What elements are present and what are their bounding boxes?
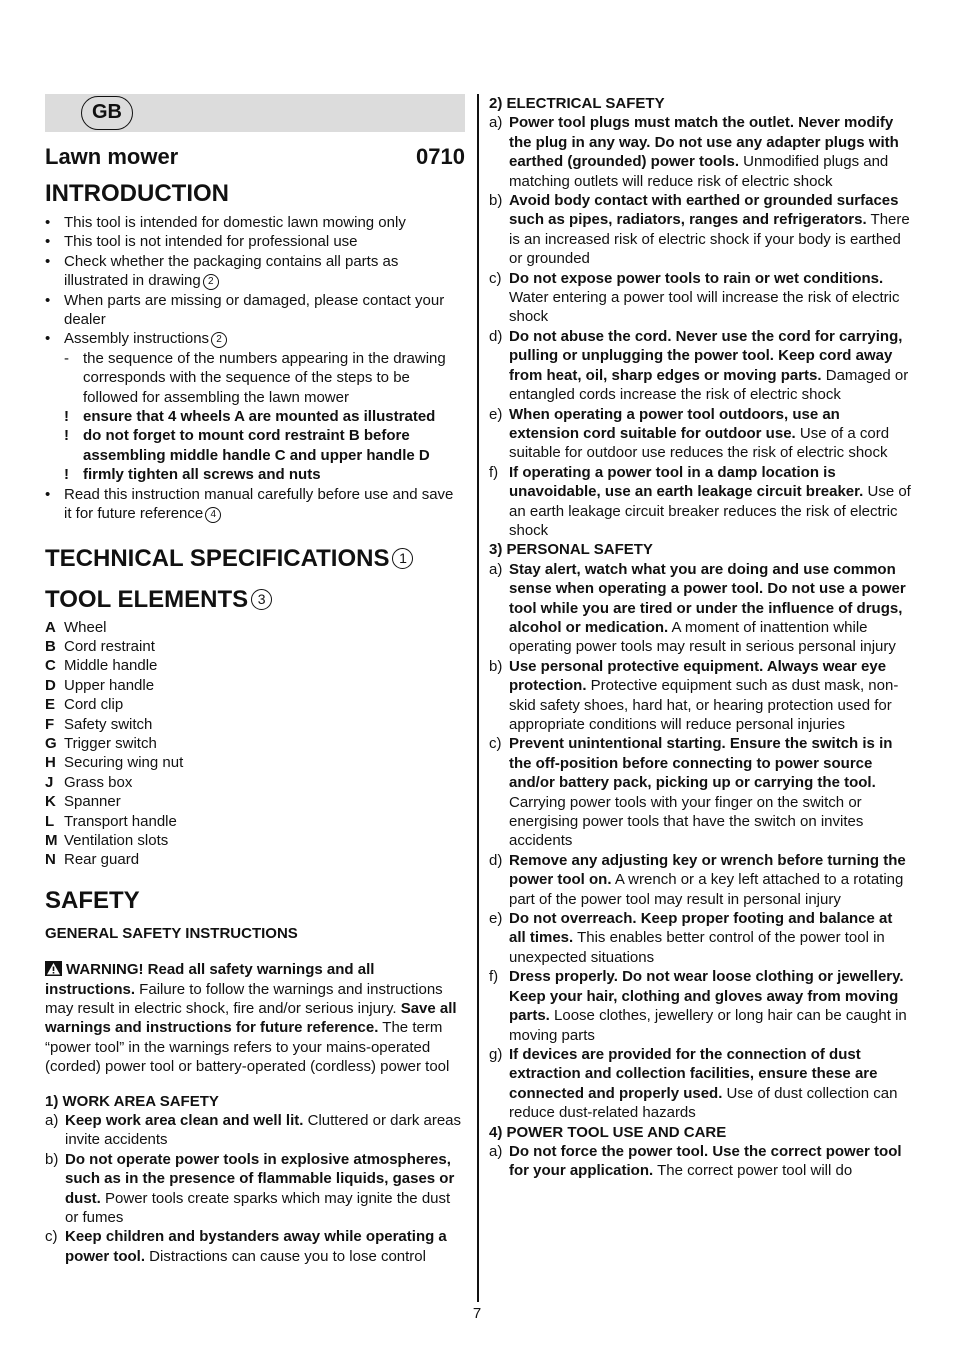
tool-elements-heading: TOOL ELEMENTS 3 [45,587,465,613]
drawing-ref: 1 [392,548,413,569]
list-item: G Trigger switch [45,734,157,752]
list-item: a) Stay alert, watch what you are doing and use common sense when operating a power tool. Do not use a power tool while you are tired or under the influence of drugs, alcohol or medication. A moment of inattention while operating power tools may result in serious personal injury [489,560,906,656]
list-item: d) Do not abuse the cord. Never use the cord for carrying, pulling or unplugging the power tool. Keep cord away from heat, oil, sharp edges or moving parts. Damaged or entangled cords increase the risk of electric shock [489,327,909,404]
safety-heading: SAFETY [45,886,140,914]
excl-item: ! ensure that 4 wheels A are mounted as illustrated [64,408,436,426]
list-item: • This tool is intended for domestic lawn mowing only [45,213,465,232]
list-item: E Cord clip [45,696,124,714]
list-item: b) Use personal protective equipment. Always wear eye protection. Protective equipment such as dust mask, non-skid safety shoes, hard hat, or hearing protection used for appropriate conditions will reduce personal injuries [489,657,899,733]
list-item: c) Do not expose power tools to rain or wet conditions. Water entering a power tool will increase the risk of electric shock [489,269,900,326]
list-item: b) Avoid body contact with earthed or grounded surfaces such as pipes, radiators, ranges and refrigerators. There is an increased risk of electric shock if your body is earthed or grounded [489,192,910,268]
list-item: C Middle handle [45,657,158,675]
left-column [45,94,465,1266]
list-item: • Read this instruction manual carefully before use and save it for future reference 4 [45,485,465,524]
right-column [489,94,911,1181]
warning-paragraph: WARNING! Read all safety warnings and all instructions. Failure to follow the warnings and instructions may result in electric shock, fire and/or serious injury. Save all warnings and instructions for future reference. The term “power tool” in the warnings refers to your mains-operated (corded) power tool or battery-operated (cordless) power tool [45,961,457,1076]
list-item: g) If devices are provided for the connection of dust extraction and collection facilities, ensure these are connected and properly used. Use of dust collection can reduce dust-related hazards [489,1045,898,1122]
drawing-ref: 2 [203,274,219,290]
excl-item: ! firmly tighten all screws and nuts [64,466,321,484]
language-badge: GB [81,96,133,130]
intro-list [45,213,465,349]
list-item: B Cord restraint [45,637,155,655]
title-row [45,145,465,169]
list-item: b) Do not operate power tools in explosive atmospheres, such as in the presence of flammable liquids, gases or dust. Power tools create sparks which may ignite the dust or fumes [45,1150,455,1227]
list-item: L Transport handle [45,812,177,830]
list-item: e) Do not overreach. Keep proper footing and balance at all times. This enables better control of the power tool in unexpected situations [489,910,893,966]
sub-item: - the sequence of the numbers appearing in the drawing corresponds with the sequence of the steps to be followed for assembling the lawn mower [64,349,446,406]
list-item: J Grass box [45,773,133,791]
list-item: c) Prevent unintentional starting. Ensure the switch is in the off-position before connecting to power source and/or battery pack, picking up or carrying the tool. Carrying power tools with your finger on the switch or energising power tools that have the switch on invites accidents [489,735,893,850]
list-item: • When parts are missing or damaged, please contact your dealer [45,291,465,330]
column-divider [477,94,479,1302]
list-item: H Securing wing nut [45,754,184,772]
section-title: 1) WORK AREA SAFETY [45,1092,219,1110]
list-item: • This tool is not intended for professional use [45,232,465,251]
list-item: M Ventilation slots [45,831,169,849]
model-number: 0710 [416,144,465,169]
page-number: 7 [472,1305,482,1322]
section-title: 4) POWER TOOL USE AND CARE [489,1123,727,1141]
intro-list-end [45,485,465,524]
list-item: a) Keep work area clean and well lit. Cluttered or dark areas invite accidents [45,1112,462,1149]
list-item: f) Dress properly. Do not wear loose clothing or jewellery. Keep your hair, clothing and gloves away from moving parts. Loose clothes, jewellery or long hair can be caught in moving parts [489,968,907,1044]
list-item: • Assembly instructions 2 [45,329,465,348]
warning-icon [45,961,62,976]
drawing-ref: 3 [251,589,272,610]
list-item: N Rear guard [45,851,140,869]
section-title: 3) PERSONAL SAFETY [489,541,653,559]
list-item: K Spanner [45,793,121,811]
language-bar [45,94,465,132]
list-item: c) Keep children and bystanders away while operating a power tool. Distractions can cause you to lose control [45,1228,447,1265]
list-item: d) Remove any adjusting key or wrench before turning the power tool on. A wrench or a key left attached to a rotating part of the power tool may result in personal injury [489,851,906,908]
drawing-ref: 4 [205,507,221,523]
intro-heading: INTRODUCTION [45,180,229,207]
list-item: D Upper handle [45,676,155,694]
intro-body [45,213,465,524]
tech-spec-heading: TECHNICAL SPECIFICATIONS 1 [45,546,465,572]
list-item: F Safety switch [45,715,153,733]
list-item: a) Do not force the power tool. Use the correct power tool for your application. The correct power tool will do [489,1142,902,1180]
drawing-ref: 2 [211,332,227,348]
general-safety-heading: GENERAL SAFETY INSTRUCTIONS [45,924,298,942]
list-item: • Check whether the packaging contains all parts as illustrated in drawing 2 [45,252,465,291]
product-title: Lawn mower [45,144,179,169]
excl-item: ! do not forget to mount cord restraint B before assembling middle handle C and upper handle D [64,427,430,464]
list-item: A Wheel [45,618,107,636]
list-item: e) When operating a power tool outdoors, use an extension cord suitable for outdoor use. Use of a cord suitable for outdoor use reduces the risk of electric shock [489,405,890,462]
section-title: 2) ELECTRICAL SAFETY [489,95,665,112]
list-item: f) If operating a power tool in a damp location is unavoidable, use an earth leakage circuit breaker. Use of an earth leakage circuit breaker reduces the risk of electric shock [489,463,911,539]
list-item: a) Power tool plugs must match the outlet. Never modify the plug in any way. Do not use any adapter plugs with earthed (grounded) power tools. Unmodified plugs and matching outlets will reduce risk of electric shock [489,114,899,190]
tool-elements-list [45,618,465,870]
